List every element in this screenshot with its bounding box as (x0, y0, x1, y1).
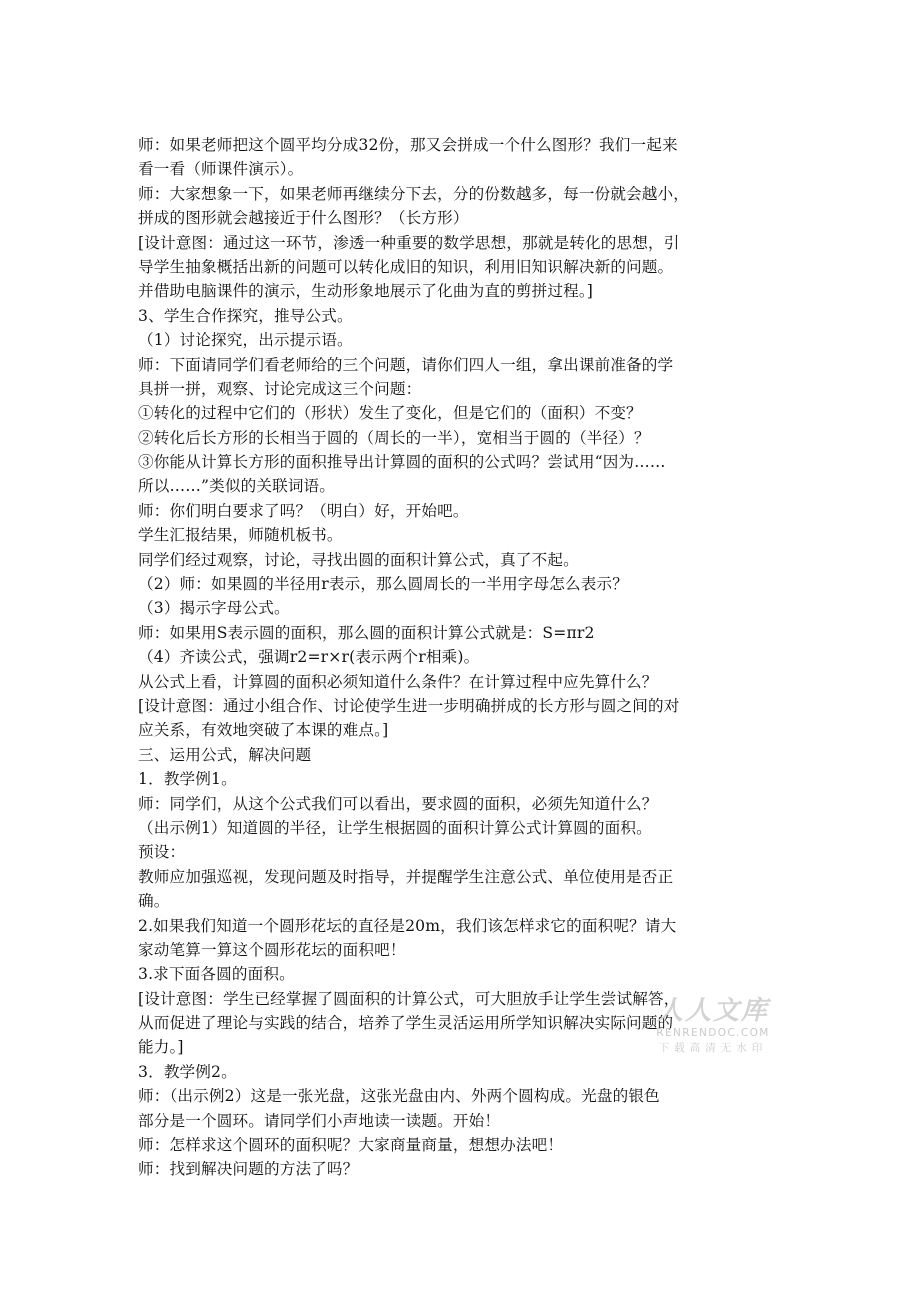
text-line: 所以……”类似的关联词语。 (138, 477, 336, 496)
watermark-title: 人人文库 (656, 996, 769, 1026)
text-line: 并借助电脑课件的演示，生动形象地展示了化曲为直的剪拼过程。] (138, 282, 594, 301)
text-line: 1．教学例1。 (138, 770, 237, 789)
text-line: 拼成的图形就会越接近于什么图形？（长方形） (138, 209, 469, 228)
text-line: 应关系，有效地突破了本课的难点。] (138, 721, 389, 740)
text-line: [设计意图：通过这一环节，渗透一种重要的数学思想，那就是转化的思想，引 (138, 233, 680, 252)
text-line: [设计意图：通过小组合作、讨论使学生进一步明确拼成的长方形与圆之间的对 (138, 696, 680, 715)
text-line: 部分是一个圆环。请同学们小声地读一读题。开始！ (138, 1111, 501, 1130)
text-line: 预设： (138, 843, 186, 862)
text-line: 师：大家想象一下，如果老师再继续分下去，分的份数越多，每一份就会越小， (138, 184, 690, 203)
text-line: 导学生抽象概括出新的问题可以转化成旧的知识，利用旧知识解决新的问题。 (138, 257, 674, 276)
text-line: 确。 (138, 892, 170, 911)
text-line: 同学们经过观察，讨论，寻找出圆的面积计算公式，真了不起。 (138, 550, 579, 569)
text-line: 从而促进了理论与实践的结合，培养了学生灵活运用所学知识解决实际问题的 (138, 1014, 674, 1033)
text-line: 3．教学例2。 (138, 1062, 237, 1081)
text-line: 2.如果我们知道一个圆形花坛的直径是20m，我们该怎样求它的面积呢？请大 (138, 916, 677, 935)
text-line: 具拼一拼，观察、讨论完成这三个问题： (138, 379, 422, 398)
text-line: 三、运用公式，解决问题 (138, 745, 312, 764)
text-line: （1）讨论探究，出示提示语。 (138, 331, 353, 350)
text-line: 家动笔算一算这个圆形花坛的面积吧！ (138, 940, 406, 959)
text-line: 师：如果老师把这个圆平均分成32份，那又会拼成一个什么图形？我们一起来 (138, 136, 678, 154)
text-line: ②转化后长方形的长相当于圆的（周长的一半），宽相当于圆的（半径）？ (138, 428, 650, 447)
text-line: 从公式上看，计算圆的面积必须知道什么条件？在计算过程中应先算什么？ (138, 672, 658, 691)
text-line: 师：怎样求这个圆环的面积呢？大家商量商量，想想办法吧！ (138, 1136, 564, 1155)
text-line: ③你能从计算长方形的面积推导出计算圆的面积的公式吗？尝试用“因为…… (138, 453, 666, 472)
watermark-logo (648, 996, 778, 1064)
text-line: 师：你们明白要求了吗？（明白）好，开始吧。 (138, 501, 469, 520)
text-line: （4）齐读公式，强调r2=r×r(表示两个r相乘)。 (138, 648, 480, 667)
text-line: 3.求下面各圆的面积。 (138, 965, 295, 984)
text-line: 师：下面请同学们看老师给的三个问题，请你们四人一组，拿出课前准备的学 (138, 355, 674, 374)
text-line: ①转化的过程中它们的（形状）发生了变化，但是它们的（面积）不变？ (138, 404, 642, 423)
text-line: （3）揭示字母公式。 (138, 599, 290, 618)
text-line: 师：找到解决问题的方法了吗？ (138, 1160, 359, 1179)
text-line: 教师应加强巡视，发现问题及时指导，并提醒学生注意公式、单位使用是否正 (138, 867, 674, 886)
watermark-slogan: 下载高清无水印 (658, 1042, 768, 1054)
text-line: 师：如果用S表示圆的面积，那么圆的面积计算公式就是：S=πr2 (138, 623, 595, 642)
text-line: [设计意图：学生已经掌握了圆面积的计算公式，可大胆放手让学生尝试解答， (138, 989, 680, 1008)
text-line: （2）师：如果圆的半径用r表示，那么圆周长的一半用字母怎么表示？ (138, 575, 628, 594)
watermark-site: RENRENDOC.COM (656, 1027, 770, 1039)
text-line: 3、学生合作探究，推导公式。 (138, 306, 353, 325)
text-line: 师：同学们，从这个公式我们可以看出，要求圆的面积，必须先知道什么？ (138, 794, 658, 813)
text-line: 学生汇报结果，师随机板书。 (138, 526, 343, 545)
text-line: 师：（出示例2）这是一张光盘，这张光盘由内、外两个圆构成。光盘的银色 (138, 1087, 660, 1106)
text-line: （出示例1）知道圆的半径，让学生根据圆的面积计算公式计算圆的面积。 (138, 818, 652, 837)
text-line: 能力。] (138, 1038, 184, 1057)
text-line: 看一看（师课件演示）。 (138, 160, 304, 179)
